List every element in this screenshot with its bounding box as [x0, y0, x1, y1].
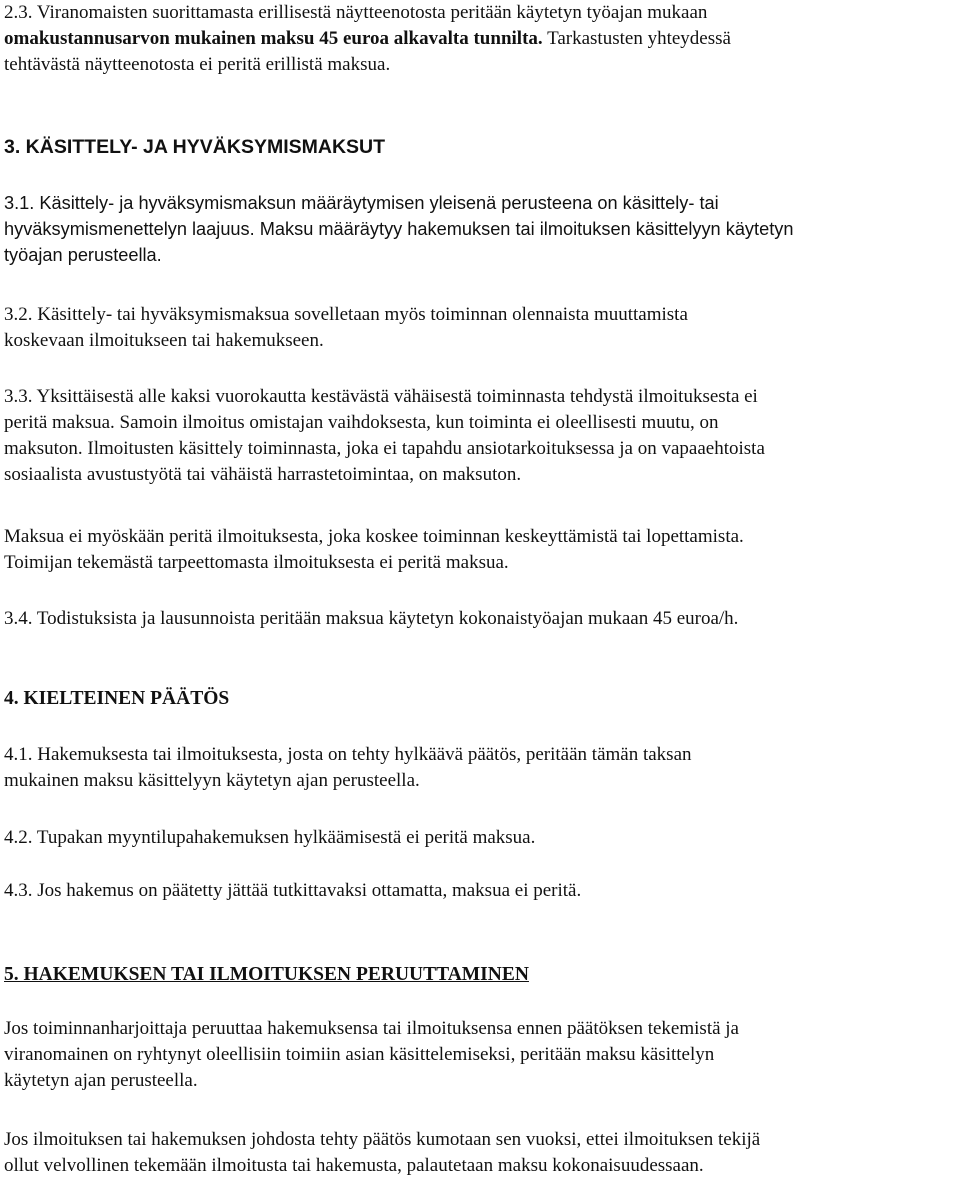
text-line: 3.1. Käsittely- ja hyväksymismaksun määräytymisen yleisenä perusteena on käsittely- tai: [4, 193, 719, 213]
text-line: Toimijan tekemästä tarpeettomasta ilmoituksesta ei peritä maksua.: [4, 552, 509, 573]
paragraph-3-2: [4, 302, 956, 354]
text-line: peritä maksua. Samoin ilmoitus omistajan vaihdoksesta, kun toiminta ei oleellisesti muutu, on: [4, 412, 719, 433]
text-line: Maksua ei myöskään peritä ilmoituksesta, joka koskee toiminnan keskeyttämistä tai lopettamista.: [4, 526, 744, 547]
text-line: 3.4. Todistuksista ja lausunnoista peritään maksua käytetyn kokonaistyöajan mukaan 45 euroa/h.: [4, 608, 739, 629]
paragraph-5-b: [4, 1127, 956, 1179]
text-line: hyväksymismenettelyn laajuus. Maksu määräytyy hakemuksen tai ilmoituksen käsittelyyn käytetyn: [4, 219, 794, 239]
section-heading-3: 3. KÄSITTELY- JA HYVÄKSYMISMAKSUT: [4, 136, 386, 158]
text-line: sosiaalista avustustyötä tai vähäistä harrastetoimintaa, on maksuton.: [4, 464, 522, 485]
text-line: 4.2. Tupakan myyntilupahakemuksen hylkäämisestä ei peritä maksua.: [4, 827, 536, 848]
text-line: viranomainen on ryhtynyt oleellisiin toimiin asian käsittelemiseksi, peritään maksu käsittelyn: [4, 1044, 715, 1065]
paragraph-4-2: [4, 825, 956, 851]
text-line: tehtävästä näytteenotosta ei peritä erillistä maksua.: [4, 54, 391, 75]
text-line: Jos toiminnanharjoittaja peruuttaa hakemuksensa tai ilmoituksensa ennen päätöksen tekemistä ja: [4, 1018, 739, 1039]
paragraph-3-3: [4, 384, 956, 488]
paragraph-5-a: [4, 1016, 956, 1094]
text-line: 3.2. Käsittely- tai hyväksymismaksua sovelletaan myös toiminnan olennaista muuttamista: [4, 304, 688, 325]
text-line: käytetyn ajan perusteella.: [4, 1070, 198, 1091]
text-line: [4, 26, 956, 52]
bold-fee-text: omakustannusarvon mukainen maksu 45 euroa alkavalta tunnilta.: [4, 28, 543, 49]
text-line: koskevaan ilmoitukseen tai hakemukseen.: [4, 330, 324, 351]
text-line: ollut velvollinen tekemään ilmoitusta tai hakemusta, palautetaan maksu kokonaisuudessaan.: [4, 1155, 704, 1176]
paragraph-no-fee: [4, 524, 956, 576]
text-line: työajan perusteella.: [4, 245, 162, 265]
text-line: mukainen maksu käsittelyyn käytetyn ajan perusteella.: [4, 770, 420, 791]
section-heading-4: 4. KIELTEINEN PÄÄTÖS: [4, 688, 230, 709]
paragraph-2-3: [4, 0, 956, 78]
text-line: 2.3. Viranomaisten suorittamasta erillisestä näytteenotosta peritään käytetyn työajan mukaan: [4, 2, 708, 23]
text-line: maksuton. Ilmoitusten käsittely toiminnasta, joka ei tapahdu ansiotarkoituksessa ja on vapaaehtoista: [4, 438, 765, 459]
text-line: Jos ilmoituksen tai hakemuksen johdosta tehty päätös kumotaan sen vuoksi, ettei ilmoituksen tekijä: [4, 1129, 761, 1150]
text-line: 4.3. Jos hakemus on päätetty jättää tutkittavaksi ottamatta, maksua ei peritä.: [4, 880, 582, 901]
text-line: 3.3. Yksittäisestä alle kaksi vuorokautta kestävästä vähäisestä toiminnasta tehdystä ilmoituksesta ei: [4, 386, 758, 407]
paragraph-4-1: [4, 742, 956, 794]
paragraph-4-3: [4, 878, 956, 904]
text-line: 4.1. Hakemuksesta tai ilmoituksesta, josta on tehty hylkäävä päätös, peritään tämän taksan: [4, 744, 692, 765]
section-heading-5: 5. HAKEMUKSEN TAI ILMOITUKSEN PERUUTTAMINEN: [4, 964, 529, 985]
paragraph-3-1: [4, 190, 956, 268]
paragraph-3-4: [4, 606, 956, 632]
text-fragment: Tarkastusten yhteydessä: [542, 28, 731, 49]
